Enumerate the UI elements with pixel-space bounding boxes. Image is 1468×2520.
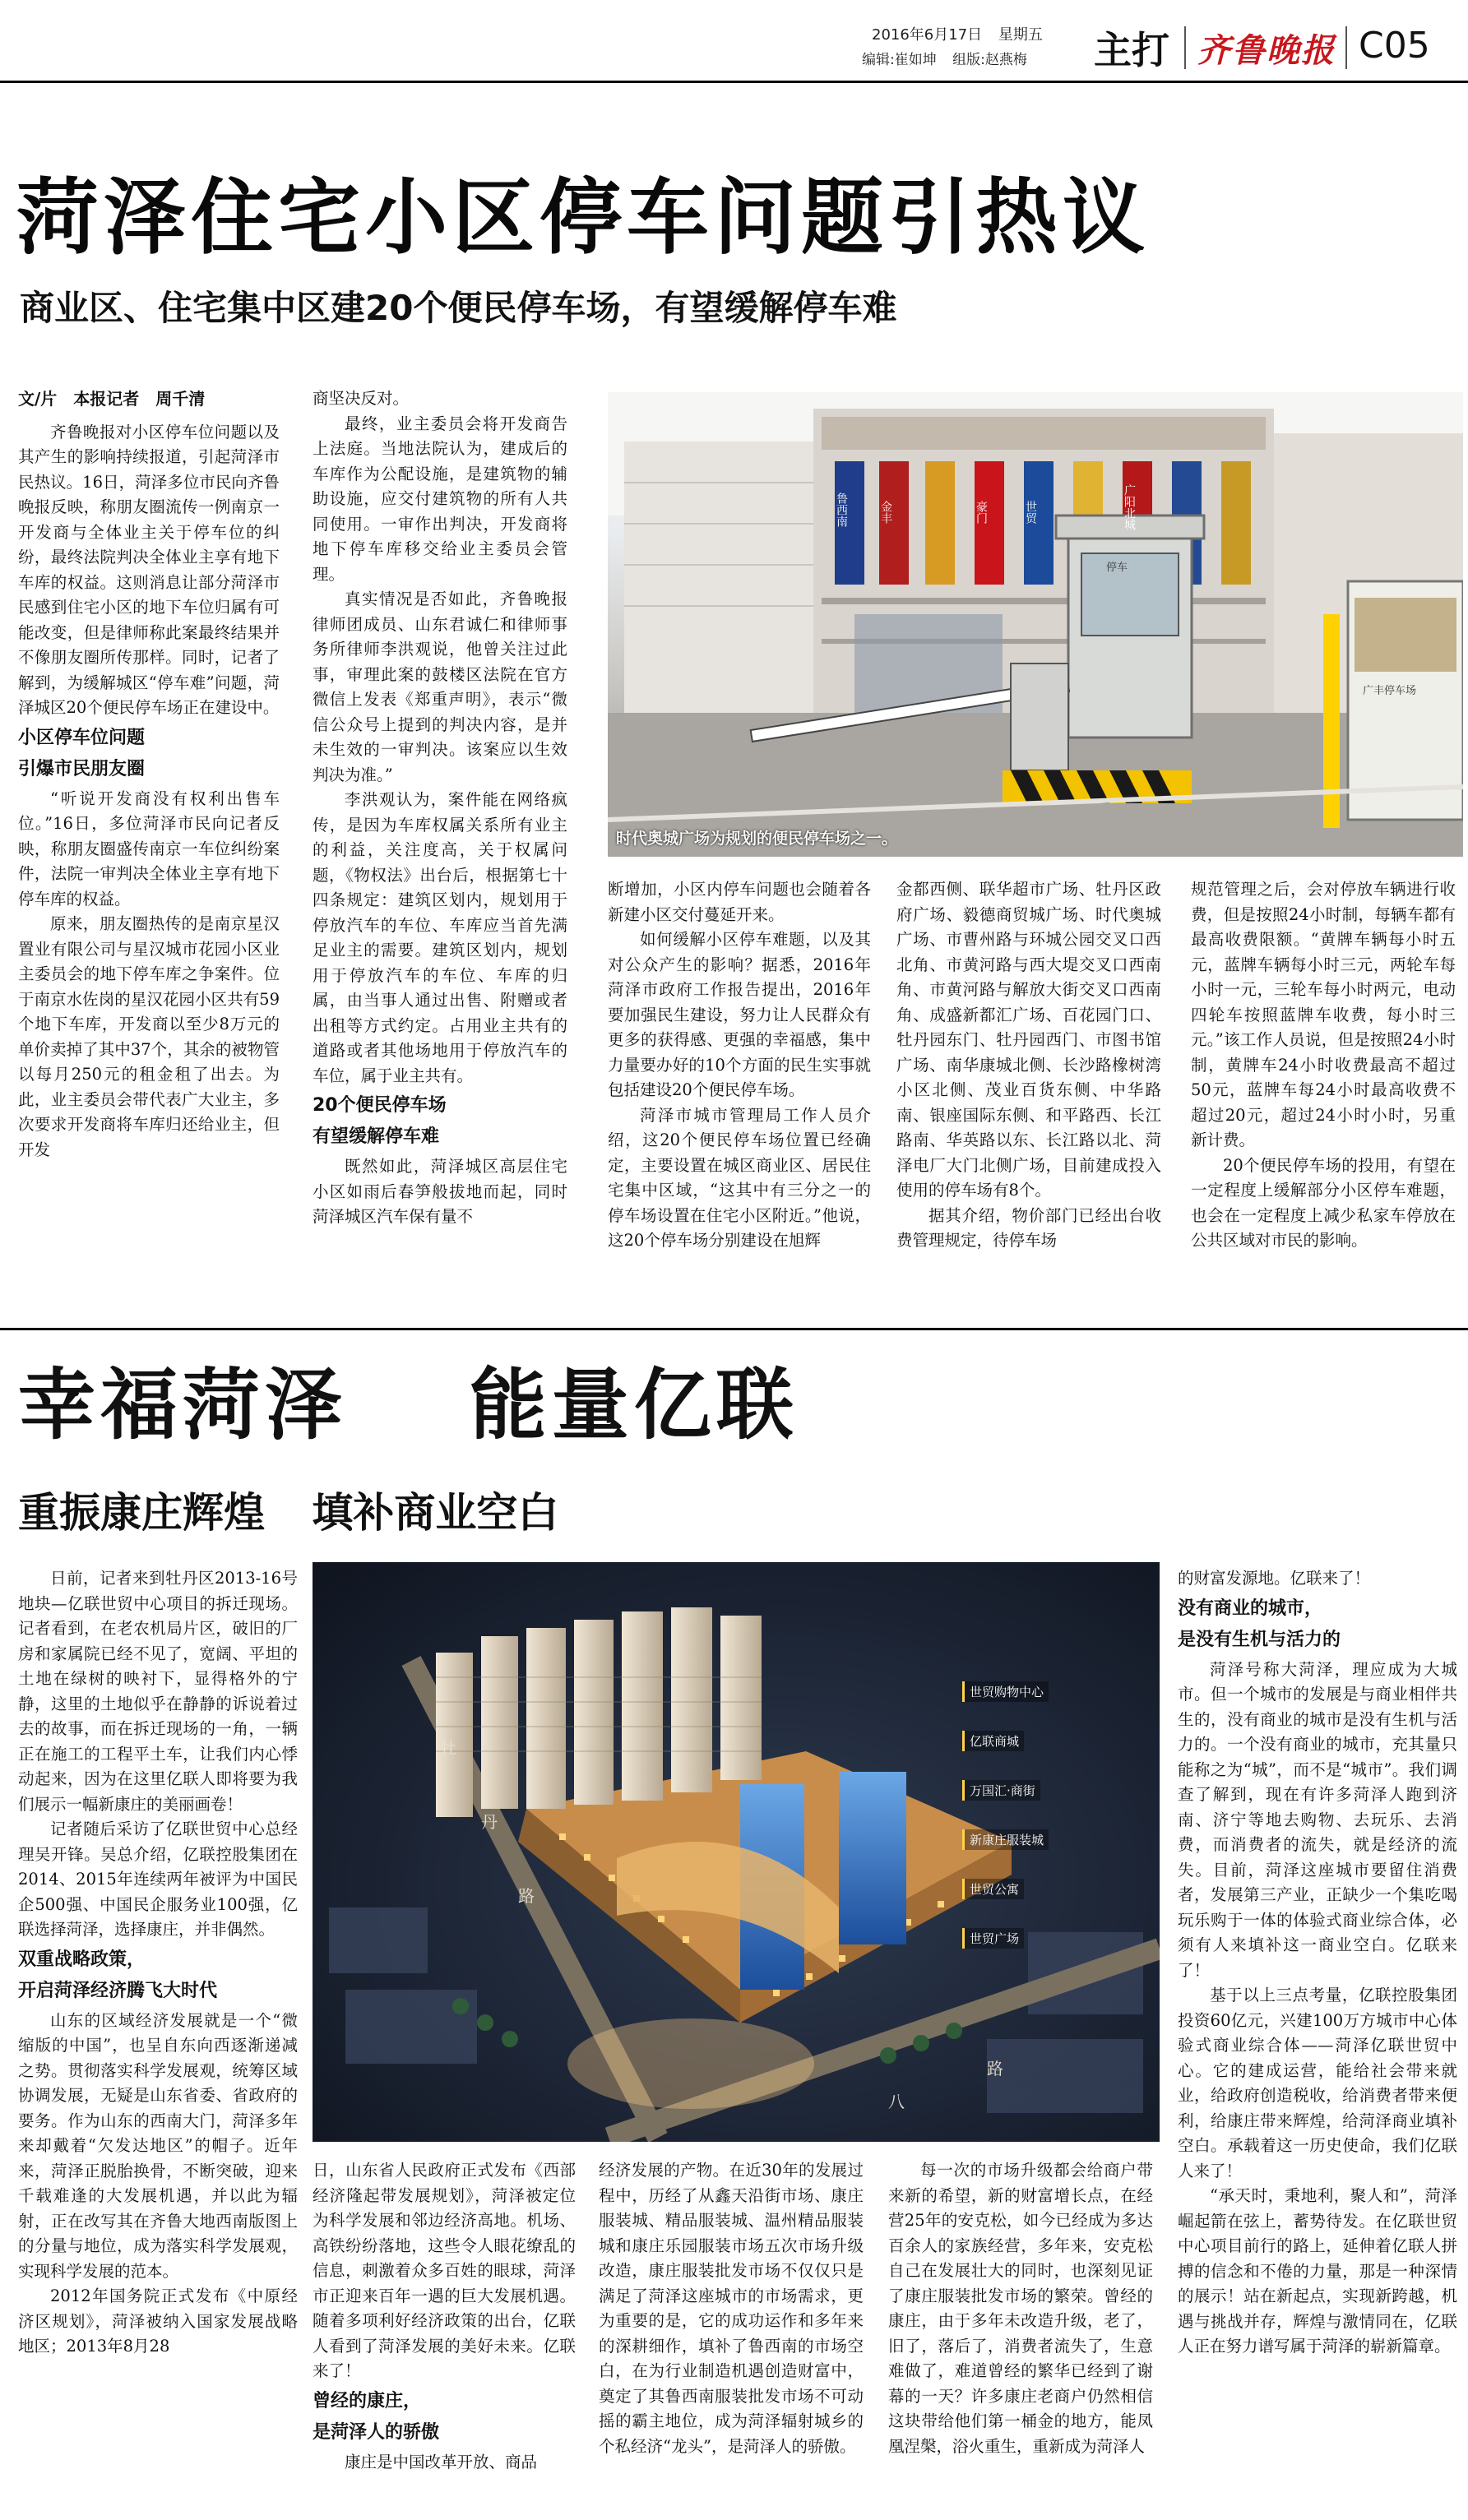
article2-subhead-5b: 是没有生机与活力的	[1178, 1629, 1341, 1650]
road-label-1: 牡	[440, 1738, 456, 1758]
article1-subhead-1a: 小区停车位问题	[18, 727, 146, 748]
article2-column-5	[1178, 1566, 1457, 2512]
article1-col1-para: “听说开发商没有权利出售车位。”16日，多位菏泽市民向记者反映，称朋友圈盛传南京一车位纠纷案件，法院一审判决全体业主享有地下停车库的权益。	[18, 788, 280, 909]
article2-col1-para: 日前，记者来到牡丹区2013-16号地块—亿联世贸中心项目的拆迁现场。记者看到，在老农机局片区，破旧的厂房和家属院已经不见了，宽阔、平坦的土地在绿树的映衬下，显得格外的宁静，这里的土地似乎在静静的诉说着过去的故事，而在拆迁现场的一角，一辆正在施工的工程平土车，让我们内心悸动起来，因为在这里亿联人即将要为我们展示一幅新康庄的美丽画卷！	[18, 1569, 298, 1814]
article1-byline: 文/片 本报记者 周千清	[18, 389, 206, 409]
article2-subtitle-2: 填补商业空白	[312, 1489, 559, 1537]
date-text: 2016年6月17日	[872, 26, 983, 44]
article2-title-1: 幸福菏泽	[18, 1361, 348, 1450]
article1-col4-para: 金都西侧、联华超市广场、牡丹区政府广场、毅德商贸城广场、时代奥城广场、市曹州路与环城公园交叉口西北角、市黄河路与西大堤交叉口西南角、市黄河路与解放大街交叉口西南角、成盛新都汇广场、百花园门口、牡丹园东门、牡丹园西门、市图书馆广场、南华康城北侧、长沙路橡树湾小区北侧、茂业百货东侧、中华路南、银座国际东侧、和平路西、长江路南、华英路以东、长江路以北、菏泽电厂大门北侧广场，目前建成投入使用的停车场有8个。	[896, 880, 1161, 1200]
parking-lot-photo	[608, 392, 1463, 857]
designer-text: 组版:赵燕梅	[952, 52, 1027, 68]
header-divider-2	[1345, 26, 1347, 69]
article1-col5-para: 规范管理之后，会对停放车辆进行收费，但是按照24小时制，每辆车都有最高收费限额。“黄牌车辆每小时五元，蓝牌车辆每小时三元，两轮车每小时一元，三轮车每小时两元，电动四轮车按照蓝牌车收费，每小时三元。”该工作人员说，但是按照24小时制，黄牌车24小时收费最高不超过50元，蓝牌车每24小时最高收费不超过20元，超过24小时小时，另重新计费。	[1191, 880, 1456, 1149]
article1-col2-para: 李洪观认为，案件能在网络疯传，是因为车库权属关系所有业主的利益，关注度高，关于权属问题，《物权法》出台后，根据第七十四条规定：建筑区划内，规划用于停放汽车的车位、车库应当首先满足业主的需要。建筑区划内，规划用于停放汽车的车位、车库的归属，由当事人通过出售、附赠或者出租等方式约定。占用业主共有的道路或者其他场地用于停放汽车的车位，属于业主共有。	[313, 790, 567, 1085]
article1-subhead-2a: 20个便民停车场	[313, 1095, 447, 1116]
article1-column-2	[313, 386, 567, 1398]
render-label-1: 世贸购物中心	[962, 1681, 1049, 1702]
photo-sign-4: 世贸	[1024, 501, 1037, 524]
header-rule	[0, 81, 1468, 83]
article1-column-1	[18, 386, 280, 1398]
article2-col5-para: 的财富发源地。亿联来了！	[1178, 1569, 1371, 1588]
page-header	[0, 0, 1468, 82]
article2-col2-para: 日，山东省人民政府正式发布《西部经济隆起带发展规划》，菏泽被定位为科学发展和邻边经济高地。机场、高铁纷纷落地，这些令人眼花缭乱的信息，刺激着众多百姓的眼球，菏泽市正迎来百年一遇的巨大发展机遇。随着多项利好经济政策的出台，亿联人看到了菏泽发展的美好未来。亿联来了！	[313, 2161, 576, 2380]
page-number: C05	[1359, 25, 1430, 67]
photo-sign-3: 豪门	[975, 501, 988, 524]
article2-col5-para: 菏泽号称大菏泽，理应成为大城市。但一个城市的发展是与商业相伴共生的，没有商业的城市是没有生机与活力的。一个没有商业的城市，充其量只能称之为“城”，而不是“城市”。我们调查了解到，现在有许多菏泽人跑到济南、济宁等地去购物、去玩乐、去消费，而消费者的流失，就是经济的流失。目前，菏泽这座城市要留住消费者，发展第三产业，正缺少一个集吃喝玩乐购于一体的体验式商业综合体，必须有人来填补这一商业空白。亿联来了！	[1178, 1659, 1457, 1980]
editor-info	[862, 48, 1027, 68]
article1-col2-para: 真实情况是否如此，齐鲁晚报律师团成员、山东君诚仁和律师事务所律师李洪观说，他曾关注过此事，审理此案的鼓楼区法院在官方微信上发表《郑重声明》，表示“微信公众号上提到的判决内容，是并未生效的一审判决。该案应以生效判决为准。”	[313, 590, 567, 784]
road-label-5: 路	[987, 2059, 1003, 2078]
article1-subhead-2b: 有望缓解停车难	[313, 1126, 440, 1147]
article2-subhead-2a: 曾经的康庄，	[313, 2390, 422, 2411]
article2-col1-para: 2012年国务院正式发布《中原经济区规划》，菏泽被纳入国家发展战略地区；2013年8月28	[18, 2286, 298, 2356]
photo-sign-2: 金丰	[879, 501, 892, 524]
project-render-illustration	[313, 1562, 1160, 2142]
article1-col3-para: 菏泽市城市管理局工作人员介绍，这20个便民停车场位置已经确定，主要设置在城区商业区、居民住宅集中区域，“这其中有三分之一的停车场设置在住宅小区附近。”他说，这20个停车场分别建设在旭辉	[608, 1105, 871, 1250]
article2-title	[18, 1361, 799, 1451]
newspaper-logo: 齐鲁晚报	[1197, 31, 1336, 70]
article2-subhead-5a: 没有商业的城市，	[1178, 1598, 1323, 1619]
weekday-text: 星期五	[998, 26, 1043, 44]
photo-sign-7: 广丰停车场	[1363, 685, 1417, 697]
parking-lot-illustration	[608, 392, 1463, 857]
article1-column-4	[896, 877, 1161, 1395]
photo-sign-5: 广阳北城	[1123, 484, 1136, 530]
article2-col4-para: 每一次的市场升级都会给商户带来新的希望，新的财富增长点，在经营25年的安克松，如今已经成为多达百余人的家族经营，多年来，安克松自己在发展壮大的同时，也深刻见证了康庄服装批发市场的繁荣。曾经的康庄，由于多年未改造升级，老了，旧了，落后了，消费者流失了，生意难做了，难道曾经的繁华已经到了谢幕的一天？许多康庄老商户仍然相信这块带给他们第一桶金的地方，能凤凰涅槃，浴火重生，重新成为菏泽人	[888, 2161, 1153, 2456]
article1-col1-para: 原来，朋友圈热传的是南京星汉置业有限公司与星汉城市花园小区业主委员会的地下停车库之争案件。位于南京水佐岗的星汉花园小区共有59个地下车库，开发商以至少8万元的单价卖掉了其中37个，其余的被物管以每月250元的租金租了出去。为此，业主委员会带代表广大业主，多次要求开发商将车库归还给业主，但开发	[18, 914, 280, 1159]
article2-col2-para: 康庄是中国改革开放、商品	[345, 2452, 538, 2471]
article1-col2-para: 既然如此，菏泽城区高层住宅小区如雨后春笋般拔地而起，同时菏泽城区汽车保有量不	[313, 1157, 567, 1226]
article1-subhead-1b: 引爆市民朋友圈	[18, 758, 146, 779]
article2-col1-para: 记者随后采访了亿联世贸中心总经理吴开锋。吴总介绍，亿联控股集团在2014、2015年连续两年被评为中国民企500强、中国民企服务业100强，亿联选择菏泽，选择康庄，并非偶然。	[18, 1819, 298, 1939]
road-label-2: 丹	[481, 1812, 498, 1832]
article2-title-2: 能量亿联	[469, 1361, 799, 1450]
render-label-4: 新康庄服装城	[962, 1829, 1049, 1850]
render-label-3: 万国汇·商街	[962, 1780, 1040, 1801]
article2-subhead-1a: 双重战略政策，	[18, 1949, 146, 1970]
article2-subhead-1b: 开启菏泽经济腾飞大时代	[18, 1980, 218, 2001]
header-divider	[1184, 26, 1186, 69]
render-label-2: 亿联商城	[962, 1731, 1024, 1751]
article2-column-3	[599, 2158, 864, 2512]
article1-col3-para: 断增加，小区内停车问题也会随着各新建小区交付蔓延开来。	[608, 880, 871, 924]
article2-column-1	[18, 1566, 298, 2512]
section-title: 主打	[1094, 28, 1169, 72]
road-label-4: 八	[888, 2092, 905, 2111]
article2-subtitle-1: 重振康庄辉煌	[18, 1489, 265, 1537]
article1-subtitle: 商业区、住宅集中区建20个便民停车场，有望缓解停车难	[20, 288, 897, 328]
article-divider	[0, 1328, 1468, 1330]
article1-column-5	[1191, 877, 1456, 1395]
project-render-image	[313, 1562, 1160, 2142]
article2-col5-para: “承天时，秉地利，聚人和”，菏泽崛起箭在弦上，蓄势待发。在亿联世贸中心项目前行的路上，延伸着亿联人拼搏的信念和不倦的力量，那是一种深情的展示！站在新起点，实现新跨越，机遇与挑战并存，辉煌与激情同在，亿联人正在努力谱写属于菏泽的崭新篇章。	[1178, 2186, 1457, 2356]
article2-column-4	[888, 2158, 1153, 2512]
article1-title: 菏泽住宅小区停车问题引热议	[16, 169, 1150, 266]
article2-col5-para: 基于以上三点考量，亿联控股集团投资60亿元，兴建100万方城市中心体验式商业综合体——菏泽亿联世贸中心。它的建成运营，能给社会带来就业，给政府创造税收，给消费者带来便利，给康庄带来辉煌，给菏泽商业填补空白。承载着这一历史使命，我们亿联人来了！	[1178, 1986, 1457, 2180]
article1-column-3	[608, 877, 871, 1395]
article1-col4-para: 据其介绍，物价部门已经出台收费管理规定，待停车场	[896, 1205, 1161, 1250]
article1-col5-para: 20个便民停车场的投用，有望在一定程度上缓解部分小区停车难题，也会在一定程度上减少私家车停放在公共区域对市民的影响。	[1191, 1155, 1456, 1250]
editor-text: 编辑:崔如坤	[862, 52, 937, 68]
issue-date	[872, 23, 1043, 44]
article1-col3-para: 如何缓解小区停车难题，以及其对公众产生的影响？据悉，2016年菏泽市政府工作报告提出，2016年要加强民生建设，努力让人民群众有更多的获得感、更强的幸福感，集中力量要办好的10个方面的民生实事就包括建设20个便民停车场。	[608, 930, 871, 1099]
render-label-5: 世贸公寓	[962, 1879, 1024, 1899]
photo-sign-6: 停车	[1106, 562, 1128, 574]
article2-col3-para: 经济发展的产物。在近30年的发展过程中，历经了从鑫天沿街市场、康庄服装城、精品服装城、温州精品服装城和康庄乐园服装市场五次市场升级改造，康庄服装批发市场不仅仅只是满足了菏泽这座城市的市场需求，更为重要的是，它的成功运作和多年来的深耕细作，填补了鲁西南的市场空白，在为行业制造机遇创造财富中，奠定了其鲁西南服装批发市场不可动摇的霸主地位，成为菏泽辐射城乡的个私经济“龙头”，是菏泽人的骄傲。	[599, 2161, 864, 2456]
article2-subhead-2b: 是菏泽人的骄傲	[313, 2421, 440, 2443]
photo-sign-1: 鲁西南	[835, 492, 848, 527]
article1-col1-para: 齐鲁晚报对小区停车位问题以及其产生的影响持续报道，引起菏泽市民热议。16日，菏泽多位市民向齐鲁晚报反映，称朋友圈流传一例南京一开发商与全体业主关于停车位的纠纷，最终法院判决全体业主享有地下车库的权益。这则消息让部分菏泽市民感到住宅小区的地下车位归属有可能改变，但是律师称此案最终结果并不像朋友圈所传那样。同时，记者了解到，为缓解城区“停车难”问题，菏泽城区20个便民停车场正在建设中。	[18, 422, 280, 717]
road-label-3: 路	[518, 1886, 535, 1906]
article2-column-2	[313, 2158, 576, 2512]
article2-col1-para: 山东的区域经济发展就是一个“微缩版的中国”，也呈自东向西逐渐递减之势。贯彻落实科学发展观，统筹区域协调发展，无疑是山东省委、省政府的要务。作为山东的西南大门，菏泽多年来却戴着“欠发达地区”的帽子。近年来，菏泽正脱胎换骨，不断突破，迎来千载难逢的大发展机遇，并以此为辐射，正在改写其在齐鲁大地西南版图上的分量与地位，成为落实科学发展观，实现科学发展的范本。	[18, 2010, 298, 2281]
photo-caption: 时代奥城广场为规划的便民停车场之一。	[616, 830, 898, 848]
article1-col2-para: 最终，业主委员会将开发商告上法庭。当地法院认为，建成后的车库作为公配设施，是建筑物的辅助设施，应交付建筑物的所有人共同使用。一审作出判决，开发商将地下停车库移交给业主委员会管理。	[313, 414, 567, 584]
render-label-6: 世贸广场	[962, 1928, 1024, 1949]
article1-col2-para: 商坚决反对。	[313, 389, 410, 408]
article2-subtitle	[18, 1488, 558, 1537]
